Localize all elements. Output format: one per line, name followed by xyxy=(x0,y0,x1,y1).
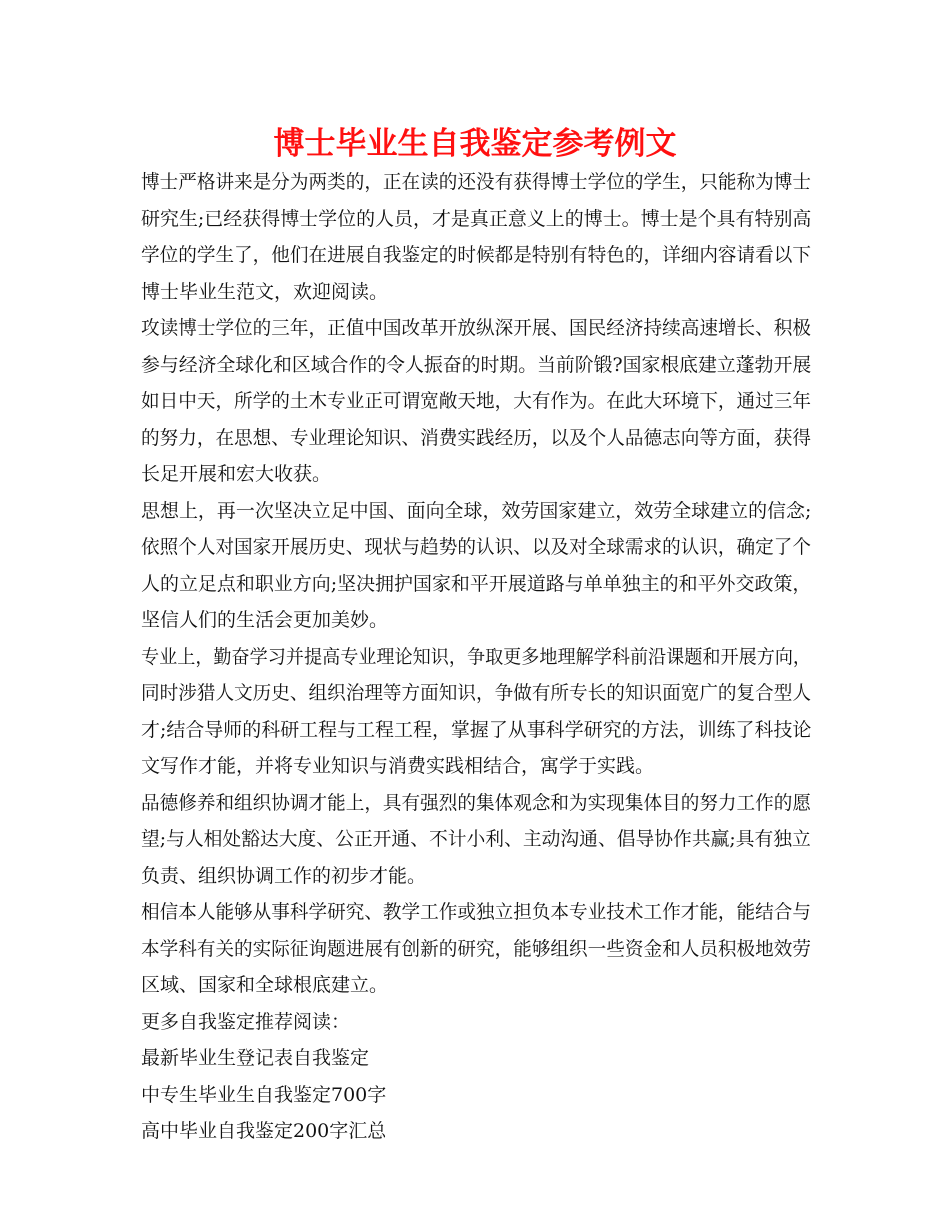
paragraph xyxy=(141,639,811,785)
paragraph-line: 区域、国家和全球根底建立。 xyxy=(141,974,389,996)
paragraph-line: 如日中天，所学的土木专业正可谓宽敞天地，大有作为。在此大环境下，通过三年 xyxy=(141,390,811,412)
paragraph-line: 更多自我鉴定推荐阅读： xyxy=(141,1010,351,1033)
paragraph xyxy=(141,164,811,310)
paragraph-line: 专业上，勤奋学习并提高专业理论知识，争取更多地理解学科前沿课题和开展方向， xyxy=(141,645,812,668)
paragraph-line: 相信本人能够从事科学研究、教学工作或独立担负本专业技术工作才能，能结合与 xyxy=(141,901,811,923)
paragraph-line: 负责、组织协调工作的初步才能。 xyxy=(141,864,427,887)
paragraph-line: 参与经济全球化和区域合作的令人振奋的时期。当前阶锻?国家根底建立蓬勃开展 xyxy=(141,353,812,376)
paragraph-line: 高中毕业自我鉴定200字汇总 xyxy=(141,1120,387,1142)
paragraph xyxy=(141,1077,811,1114)
paragraph-line: 才;结合导师的科研工程与工程工程，掌握了从事科学研究的方法，训练了科技论 xyxy=(141,718,812,741)
paragraph-line: 研究生;已经获得博士学位的人员，才是真正意义上的博士。博士是个具有特别高 xyxy=(141,207,812,230)
paragraph xyxy=(141,493,811,639)
paragraph-line: 品德修养和组织协调才能上，具有强烈的集体观念和为实现集体目的努力工作的愿 xyxy=(141,791,811,814)
paragraph-line: 望;与人相处豁达大度、公正开通、不计小利、主动沟通、倡导协作共赢;具有独立 xyxy=(141,828,811,850)
paragraph-line: 思想上，再一次坚决立足中国、面向全球，效劳国家建立，效劳全球建立的信念; xyxy=(141,499,812,522)
paragraph-line: 人的立足点和职业方向;坚决拥护国家和平开展道路与单单独主的和平外交政策， xyxy=(141,572,812,595)
paragraph-line: 最新毕业生登记表自我鉴定 xyxy=(141,1047,370,1069)
paragraph-line: 长足开展和宏大收获。 xyxy=(141,463,332,485)
paragraph-line: 攻读博士学位的三年，正值中国改革开放纵深开展、国民经济持续高速增长、积极 xyxy=(141,317,811,339)
paragraph xyxy=(141,1040,811,1077)
paragraph-line: 坚信人们的生活会更加美妙。 xyxy=(141,609,389,631)
document-title: 博士毕业生自我鉴定参考例文 xyxy=(273,126,677,162)
paragraph-line: 中专生毕业生自我鉴定700字 xyxy=(141,1083,387,1106)
paragraph-line: 学位的学生了，他们在进展自我鉴定的时候都是特别有特色的，详细内容请看以下 xyxy=(141,244,811,266)
paragraph-line: 博士毕业生范文，欢迎阅读。 xyxy=(141,280,389,303)
paragraph-line: 依照个人对国家开展历史、现状与趋势的认识、以及对全球需求的认识，确定了个 xyxy=(141,536,811,558)
paragraph xyxy=(141,1004,811,1041)
paragraph-line: 本学科有关的实际征询题进展有创新的研究，能够组织一些资金和人员积极地效劳 xyxy=(141,937,811,960)
document-body xyxy=(141,164,811,1150)
paragraph-line: 的努力，在思想、专业理论知识、消费实践经历，以及个人品德志向等方面，获得 xyxy=(141,426,811,449)
paragraph-line: 博士严格讲来是分为两类的，正在读的还没有获得博士学位的学生，只能称为博士 xyxy=(141,171,811,193)
paragraph xyxy=(141,894,811,1004)
paragraph xyxy=(141,310,811,493)
paragraph-line: 同时涉猎人文历史、组织治理等方面知识，争做有所专长的知识面宽广的复合型人 xyxy=(141,682,811,704)
paragraph xyxy=(141,1113,811,1150)
paragraph-line: 文写作才能，并将专业知识与消费实践相结合，寓学于实践。 xyxy=(141,755,655,777)
paragraph xyxy=(141,785,811,895)
